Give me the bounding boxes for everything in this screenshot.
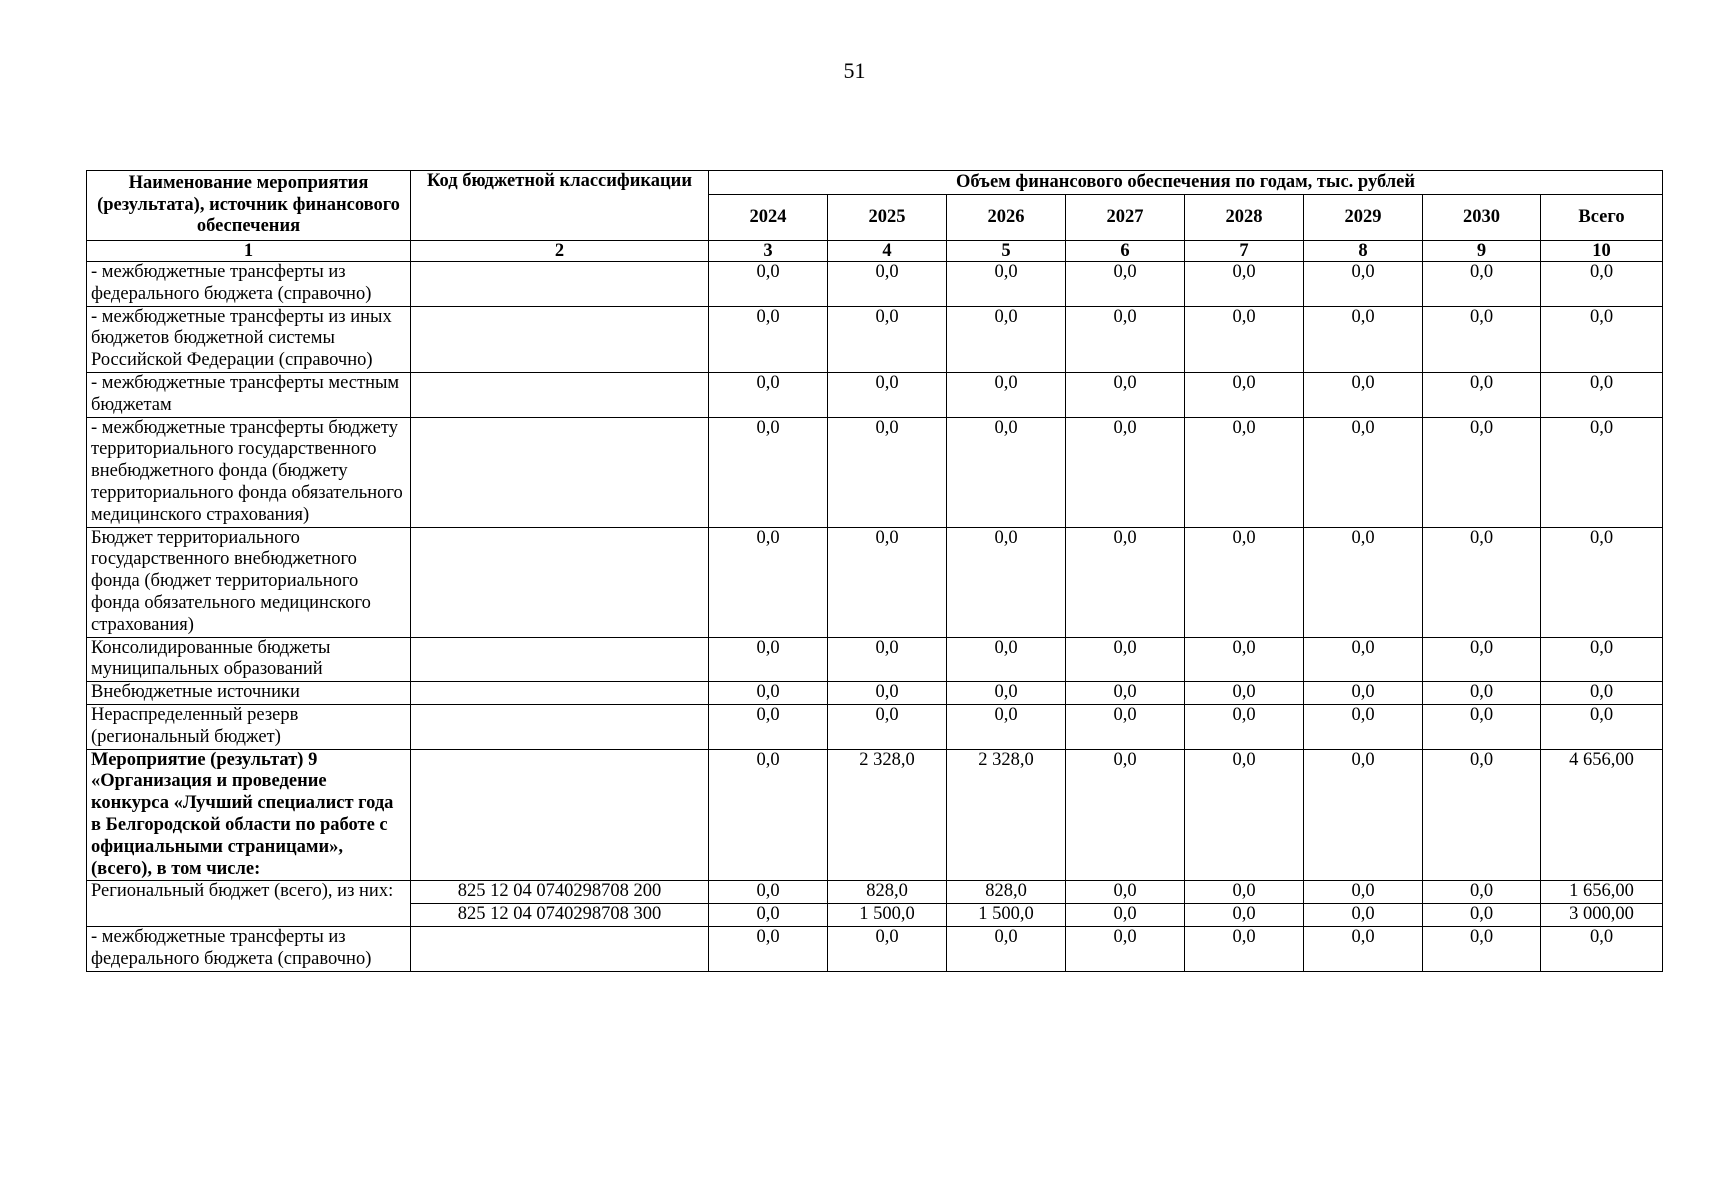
value-cell: 1 500,0 bbox=[828, 904, 947, 927]
row-name: - межбюджетные трансферты из федерального бюджета (справочно) bbox=[87, 926, 411, 971]
column-number: 10 bbox=[1541, 241, 1663, 262]
value-cell: 0,0 bbox=[828, 682, 947, 705]
value-cell: 0,0 bbox=[1304, 682, 1423, 705]
value-cell: 0,0 bbox=[1304, 262, 1423, 307]
value-cell: 0,0 bbox=[1066, 881, 1185, 904]
table-row bbox=[87, 682, 1663, 705]
value-cell: 0,0 bbox=[709, 372, 828, 417]
value-cell: 0,0 bbox=[1423, 527, 1541, 637]
budget-code: 825 12 04 0740298708 200 bbox=[411, 881, 709, 904]
value-cell: 0,0 bbox=[1185, 704, 1304, 749]
value-cell: 0,0 bbox=[828, 417, 947, 527]
value-cell: 0,0 bbox=[1185, 417, 1304, 527]
value-cell: 0,0 bbox=[1541, 527, 1663, 637]
header-code-column: Код бюджетной классификации bbox=[411, 171, 709, 241]
value-cell: 0,0 bbox=[1423, 749, 1541, 881]
row-name: - межбюджетные трансферты из иных бюджетов бюджетной системы Российской Федерации (справочно) bbox=[87, 306, 411, 372]
value-cell: 0,0 bbox=[1185, 682, 1304, 705]
budget-code bbox=[411, 749, 709, 881]
value-cell: 0,0 bbox=[1185, 926, 1304, 971]
header-name-column: Наименование мероприятия (результата), источник финансового обеспечения bbox=[87, 171, 411, 241]
value-cell: 0,0 bbox=[947, 417, 1066, 527]
value-cell: 0,0 bbox=[1541, 417, 1663, 527]
value-cell: 0,0 bbox=[1541, 262, 1663, 307]
value-cell: 0,0 bbox=[1185, 262, 1304, 307]
value-cell: 0,0 bbox=[1185, 749, 1304, 881]
table-row bbox=[87, 926, 1663, 971]
table-row bbox=[87, 527, 1663, 637]
budget-code bbox=[411, 682, 709, 705]
budget-code bbox=[411, 637, 709, 682]
value-cell: 0,0 bbox=[709, 262, 828, 307]
table-row bbox=[87, 306, 1663, 372]
value-cell: 0,0 bbox=[1304, 904, 1423, 927]
value-cell: 0,0 bbox=[1066, 682, 1185, 705]
value-cell: 0,0 bbox=[1423, 262, 1541, 307]
value-cell: 2 328,0 bbox=[828, 749, 947, 881]
budget-code bbox=[411, 262, 709, 307]
value-cell: 0,0 bbox=[1185, 881, 1304, 904]
value-cell: 0,0 bbox=[828, 306, 947, 372]
header-volume-column: Объем финансового обеспечения по годам, тыс. рублей bbox=[709, 171, 1663, 195]
value-cell: 0,0 bbox=[1066, 527, 1185, 637]
column-number-row bbox=[87, 241, 1663, 262]
value-cell: 0,0 bbox=[709, 749, 828, 881]
row-name: Региональный бюджет (всего), из них: bbox=[87, 881, 411, 927]
value-cell: 0,0 bbox=[1185, 637, 1304, 682]
value-cell: 828,0 bbox=[828, 881, 947, 904]
value-cell: 0,0 bbox=[1066, 306, 1185, 372]
value-cell: 0,0 bbox=[1185, 527, 1304, 637]
row-name: Бюджет территориального государственного внебюджетного фонда (бюджет территориального фонда обязательного медицинского страхования) bbox=[87, 527, 411, 637]
value-cell: 0,0 bbox=[1066, 417, 1185, 527]
header-year: 2028 bbox=[1185, 195, 1304, 241]
budget-code bbox=[411, 372, 709, 417]
value-cell: 0,0 bbox=[709, 417, 828, 527]
column-number: 5 bbox=[947, 241, 1066, 262]
header-year: 2026 bbox=[947, 195, 1066, 241]
value-cell: 0,0 bbox=[1185, 372, 1304, 417]
value-cell: 828,0 bbox=[947, 881, 1066, 904]
column-number: 6 bbox=[1066, 241, 1185, 262]
value-cell: 0,0 bbox=[1066, 749, 1185, 881]
value-cell: 0,0 bbox=[1304, 926, 1423, 971]
header-year: 2024 bbox=[709, 195, 828, 241]
row-name: - межбюджетные трансферты местным бюджетам bbox=[87, 372, 411, 417]
header-total: Всего bbox=[1541, 195, 1663, 241]
value-cell: 0,0 bbox=[947, 637, 1066, 682]
value-cell: 0,0 bbox=[1541, 637, 1663, 682]
header-year: 2025 bbox=[828, 195, 947, 241]
value-cell: 0,0 bbox=[1304, 704, 1423, 749]
value-cell: 0,0 bbox=[947, 682, 1066, 705]
budget-code bbox=[411, 704, 709, 749]
column-number: 8 bbox=[1304, 241, 1423, 262]
value-cell: 0,0 bbox=[947, 527, 1066, 637]
value-cell: 0,0 bbox=[1541, 682, 1663, 705]
budget-code bbox=[411, 527, 709, 637]
value-cell: 0,0 bbox=[709, 637, 828, 682]
budget-code bbox=[411, 417, 709, 527]
value-cell: 0,0 bbox=[1066, 904, 1185, 927]
value-cell: 0,0 bbox=[1423, 417, 1541, 527]
value-cell: 0,0 bbox=[947, 704, 1066, 749]
column-number: 2 bbox=[411, 241, 709, 262]
column-number: 3 bbox=[709, 241, 828, 262]
value-cell: 0,0 bbox=[828, 926, 947, 971]
activity-row bbox=[87, 749, 1663, 881]
value-cell: 0,0 bbox=[828, 527, 947, 637]
value-cell: 0,0 bbox=[1541, 372, 1663, 417]
value-cell: 0,0 bbox=[947, 262, 1066, 307]
regional-budget-row bbox=[87, 881, 1663, 904]
value-cell: 3 000,00 bbox=[1541, 904, 1663, 927]
value-cell: 0,0 bbox=[709, 527, 828, 637]
header-year: 2027 bbox=[1066, 195, 1185, 241]
value-cell: 0,0 bbox=[1541, 926, 1663, 971]
value-cell: 0,0 bbox=[947, 926, 1066, 971]
value-cell: 0,0 bbox=[1185, 306, 1304, 372]
value-cell: 0,0 bbox=[828, 372, 947, 417]
value-cell: 0,0 bbox=[1066, 926, 1185, 971]
value-cell: 0,0 bbox=[1423, 881, 1541, 904]
value-cell: 0,0 bbox=[1304, 372, 1423, 417]
value-cell: 0,0 bbox=[947, 306, 1066, 372]
budget-code bbox=[411, 926, 709, 971]
value-cell: 0,0 bbox=[1423, 306, 1541, 372]
row-name: - межбюджетные трансферты бюджету территориального государственного внебюджетного фонда (бюджету территориального фонда обязательного медицинского страхования) bbox=[87, 417, 411, 527]
value-cell: 0,0 bbox=[1541, 306, 1663, 372]
value-cell: 0,0 bbox=[1304, 637, 1423, 682]
value-cell: 0,0 bbox=[1066, 262, 1185, 307]
value-cell: 0,0 bbox=[709, 306, 828, 372]
row-name: Нераспределенный резерв (региональный бюджет) bbox=[87, 704, 411, 749]
value-cell: 1 656,00 bbox=[1541, 881, 1663, 904]
value-cell: 0,0 bbox=[709, 704, 828, 749]
column-number: 7 bbox=[1185, 241, 1304, 262]
value-cell: 0,0 bbox=[709, 904, 828, 927]
row-name: Мероприятие (результат) 9 «Организация и проведение конкурса «Лучший специалист года в Белгородской области по работе с официальными страницами», (всего), в том числе: bbox=[87, 749, 411, 881]
value-cell: 4 656,00 bbox=[1541, 749, 1663, 881]
table-row bbox=[87, 637, 1663, 682]
value-cell: 1 500,0 bbox=[947, 904, 1066, 927]
value-cell: 0,0 bbox=[828, 637, 947, 682]
value-cell: 0,0 bbox=[1423, 904, 1541, 927]
value-cell: 0,0 bbox=[947, 372, 1066, 417]
table-row bbox=[87, 372, 1663, 417]
page-number: 51 bbox=[843, 58, 866, 83]
value-cell: 0,0 bbox=[1423, 926, 1541, 971]
column-number: 9 bbox=[1423, 241, 1541, 262]
value-cell: 0,0 bbox=[1304, 417, 1423, 527]
value-cell: 0,0 bbox=[1423, 704, 1541, 749]
value-cell: 0,0 bbox=[709, 881, 828, 904]
row-name: - межбюджетные трансферты из федерального бюджета (справочно) bbox=[87, 262, 411, 307]
table-row bbox=[87, 262, 1663, 307]
value-cell: 0,0 bbox=[828, 262, 947, 307]
budget-code bbox=[411, 306, 709, 372]
value-cell: 0,0 bbox=[709, 926, 828, 971]
row-name: Консолидированные бюджеты муниципальных образований bbox=[87, 637, 411, 682]
value-cell: 0,0 bbox=[1066, 704, 1185, 749]
value-cell: 0,0 bbox=[1304, 527, 1423, 637]
value-cell: 0,0 bbox=[1423, 637, 1541, 682]
column-number: 4 bbox=[828, 241, 947, 262]
value-cell: 0,0 bbox=[1304, 881, 1423, 904]
table-row bbox=[87, 704, 1663, 749]
value-cell: 0,0 bbox=[1541, 704, 1663, 749]
value-cell: 0,0 bbox=[1423, 682, 1541, 705]
header-year: 2029 bbox=[1304, 195, 1423, 241]
value-cell: 0,0 bbox=[1066, 372, 1185, 417]
table-row bbox=[87, 417, 1663, 527]
budget-code: 825 12 04 0740298708 300 bbox=[411, 904, 709, 927]
value-cell: 2 328,0 bbox=[947, 749, 1066, 881]
value-cell: 0,0 bbox=[1066, 637, 1185, 682]
value-cell: 0,0 bbox=[1304, 749, 1423, 881]
value-cell: 0,0 bbox=[1304, 306, 1423, 372]
value-cell: 0,0 bbox=[828, 704, 947, 749]
header-year: 2030 bbox=[1423, 195, 1541, 241]
row-name: Внебюджетные источники bbox=[87, 682, 411, 705]
value-cell: 0,0 bbox=[709, 682, 828, 705]
value-cell: 0,0 bbox=[1185, 904, 1304, 927]
column-number: 1 bbox=[87, 241, 411, 262]
value-cell: 0,0 bbox=[1423, 372, 1541, 417]
budget-table bbox=[86, 170, 1663, 972]
